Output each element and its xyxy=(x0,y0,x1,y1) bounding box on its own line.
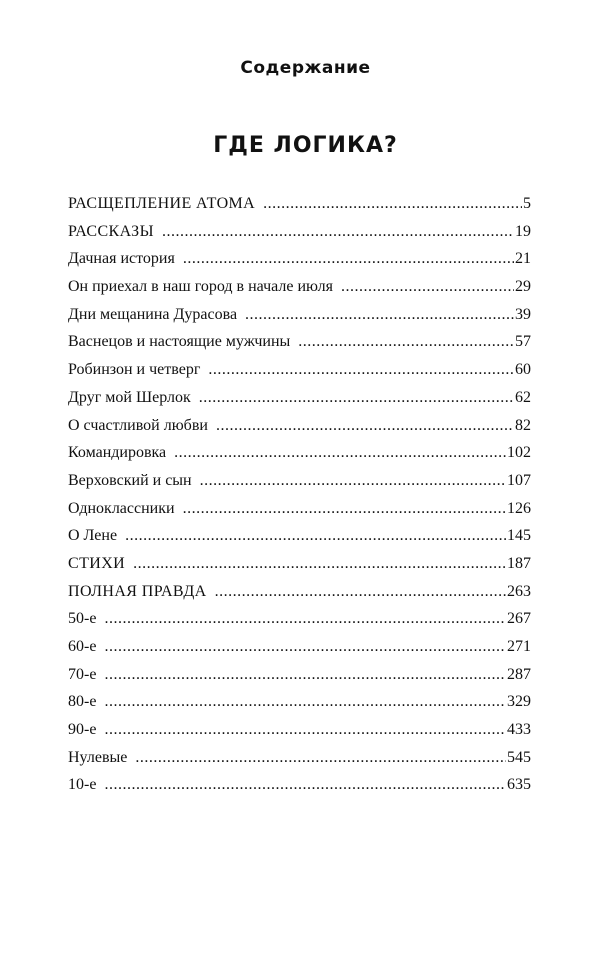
toc-entry[interactable] xyxy=(68,384,531,412)
toc-entry-page: 635 xyxy=(507,776,531,794)
toc-entry-title: Одноклассники xyxy=(68,499,175,517)
toc-entry-page: 126 xyxy=(507,499,531,517)
toc-entry-page: 329 xyxy=(507,693,531,711)
toc-entry-title: 10-е xyxy=(68,776,97,794)
dot-leader xyxy=(183,245,514,273)
dot-leader xyxy=(245,301,514,329)
toc-entry[interactable] xyxy=(68,439,531,467)
toc-entry[interactable] xyxy=(68,716,531,744)
toc-entry-title: Дачная история xyxy=(68,250,175,268)
dot-leader xyxy=(341,273,514,301)
toc-entry[interactable] xyxy=(68,190,531,218)
toc-entry-title: Дни мещанина Дурасова xyxy=(68,305,238,323)
dot-leader xyxy=(125,522,506,550)
toc-entry[interactable] xyxy=(68,688,531,716)
toc-entry-page: 545 xyxy=(507,748,531,766)
toc-entry-page: 287 xyxy=(507,665,531,683)
dot-leader xyxy=(174,439,506,467)
toc-entry[interactable] xyxy=(68,633,531,661)
toc-entry-title: Верховский и сын xyxy=(68,471,192,489)
toc-entry-title: 90-е xyxy=(68,721,97,739)
toc-entry[interactable] xyxy=(68,356,531,384)
toc-entry-page: 433 xyxy=(507,721,531,739)
dot-leader xyxy=(104,633,506,661)
toc-entry-title: 70-е xyxy=(68,665,97,683)
toc-entry-title: 60-е xyxy=(68,638,97,655)
toc-entry-page: 187 xyxy=(507,554,531,572)
toc-entry-page: 267 xyxy=(507,610,531,628)
dot-leader xyxy=(215,578,506,606)
toc-entry[interactable] xyxy=(68,605,531,633)
toc-entry-page: 60 xyxy=(515,361,531,379)
toc-entry-page: 145 xyxy=(507,527,531,545)
toc-entry-title: Командировка xyxy=(68,444,167,462)
toc-entry[interactable] xyxy=(68,218,531,246)
book-title: ГДЕ ЛОГИКА? xyxy=(213,133,398,158)
toc-entry-title: ПОЛНАЯ ПРАВДА xyxy=(68,582,207,600)
toc-entry-title: Он приехал в наш город в начале июля xyxy=(68,278,333,296)
toc-entry[interactable] xyxy=(68,495,531,523)
toc-entry-title: Васнецов и настоящие мужчины xyxy=(68,333,291,351)
toc-entry-page: 19 xyxy=(515,222,531,240)
table-of-contents xyxy=(68,190,531,799)
toc-entry-title: О Лене xyxy=(68,527,118,545)
toc-entry[interactable] xyxy=(68,412,531,440)
dot-leader xyxy=(104,661,506,689)
toc-entry-page: 29 xyxy=(515,278,531,296)
dot-leader xyxy=(298,328,514,356)
toc-entry[interactable] xyxy=(68,744,531,772)
toc-entry-page: 271 xyxy=(507,638,531,655)
toc-entry-title: 80-е xyxy=(68,693,97,711)
toc-entry-title: Друг мой Шерлок xyxy=(68,388,191,406)
dot-leader xyxy=(216,412,514,440)
toc-entry-title: Робинзон и четверг xyxy=(68,361,201,379)
toc-entry-page: 39 xyxy=(515,305,531,323)
toc-entry-page: 102 xyxy=(507,444,531,462)
toc-entry[interactable] xyxy=(68,301,531,329)
toc-entry-page: 21 xyxy=(515,250,531,268)
dot-leader xyxy=(263,190,522,218)
dot-leader xyxy=(183,495,506,523)
dot-leader xyxy=(104,716,506,744)
dot-leader xyxy=(200,467,506,495)
toc-entry-title: РАССКАЗЫ xyxy=(68,222,154,240)
toc-entry[interactable] xyxy=(68,578,531,606)
dot-leader xyxy=(133,550,506,578)
dot-leader xyxy=(135,744,506,772)
toc-entry-title: СТИХИ xyxy=(68,554,126,572)
toc-entry-page: 107 xyxy=(507,471,531,489)
toc-entry-page: 62 xyxy=(515,388,531,406)
toc-entry[interactable] xyxy=(68,522,531,550)
toc-entry-page: 82 xyxy=(515,416,531,434)
toc-entry-page: 5 xyxy=(523,195,531,212)
toc-entry[interactable] xyxy=(68,273,531,301)
toc-entry-page: 263 xyxy=(507,582,531,600)
toc-entry[interactable] xyxy=(68,661,531,689)
toc-entry-title: РАСЩЕПЛЕНИЕ АТОМА xyxy=(68,195,256,212)
dot-leader xyxy=(104,605,506,633)
dot-leader xyxy=(104,688,506,716)
toc-entry[interactable] xyxy=(68,550,531,578)
toc-entry[interactable] xyxy=(68,328,531,356)
toc-entry-page: 57 xyxy=(515,333,531,351)
dot-leader xyxy=(199,384,514,412)
toc-entry[interactable] xyxy=(68,467,531,495)
toc-entry[interactable] xyxy=(68,245,531,273)
toc-entry[interactable] xyxy=(68,771,531,799)
dot-leader xyxy=(162,218,514,246)
toc-entry-title: О счастливой любви xyxy=(68,416,208,434)
toc-entry-title: Нулевые xyxy=(68,748,128,766)
toc-entry-title: 50-е xyxy=(68,610,97,628)
dot-leader xyxy=(208,356,514,384)
contents-heading: Содержание xyxy=(240,58,371,78)
dot-leader xyxy=(104,771,506,799)
